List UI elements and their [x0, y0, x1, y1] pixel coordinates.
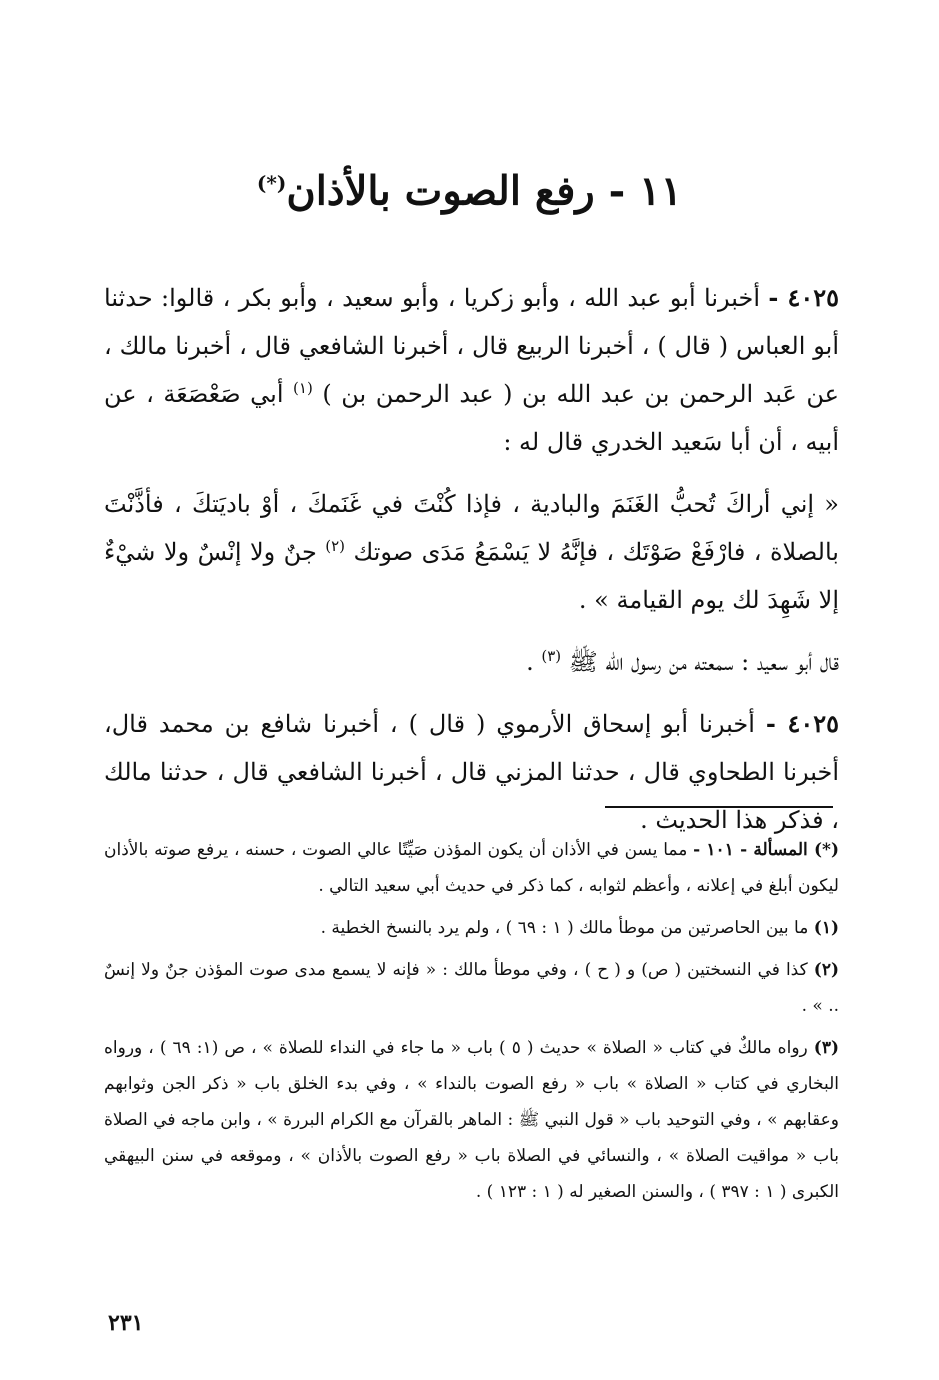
- paragraph-text: أبي صَعْصَعَة ، عن أبيه ، أن أبا سَعيد الخدري قال له :: [104, 380, 839, 456]
- hadith-paragraph-1: [104, 274, 839, 466]
- hadith-number: ٤٠٢٥ -: [768, 283, 839, 312]
- paragraph-text: أخبرنا أبو إسحاق الأرموي ( قال ) ، أخبرنا شافع بن محمد قال، أخبرنا الطحاوي قال ، حدثنا المزني قال ، أخبرنا الشافعي قال ، حدثنا مالك ، فذكر هذا الحديث .: [104, 710, 839, 834]
- chapter-number: ١١ -: [608, 167, 683, 215]
- footnote-3: [104, 1030, 839, 1210]
- footnote-2: [104, 952, 839, 1024]
- footnote-ref: (١): [293, 379, 313, 397]
- footnote-ref: (٢): [325, 537, 346, 555]
- footnote-mark: (٢): [813, 960, 839, 980]
- body-text: [104, 274, 839, 858]
- footnote-text: ما بين الحاصرتين من موطأ مالك ( ١ : ٦٩ ) ، ولم يرد بالنسخ الخطية .: [320, 918, 809, 938]
- paragraph-text: « إني أراكَ تُحبُّ الغَنَمَ والبادية ، فإذا كُنْتَ في غَنَمكَ ، أوْ باديَتكَ ، فأذَّنْتَ بالصلاة ، فارْفَعْ صَوْتَك ، فإنَّهُ لا يَسْمَعُ مَدَى صوتك: [104, 490, 839, 566]
- footnotes: [104, 832, 839, 1216]
- paragraph-text: .: [526, 648, 534, 676]
- footnote-text: كذا في النسختين ( ص) و ( ح ) ، وفي موطأ مالك : « فإنه لا يسمع مدى صوت المؤذن جنٌ ولا إنسٌ .. » .: [104, 960, 839, 1016]
- chapter-note-ref: (*): [256, 171, 287, 195]
- chapter-title-text: رفع الصوت بالأذان: [286, 167, 595, 215]
- footnote-mark: (*) المسألة - ١٠١ -: [693, 840, 839, 860]
- page-number: ٢٣١: [108, 1310, 144, 1336]
- footnote-1: [104, 910, 839, 946]
- footnote-star: [104, 832, 839, 904]
- footnote-mark: (٣): [813, 1038, 840, 1058]
- paragraph-text: قال أبو سعيد : سمعته من رسول الله ﷺ: [568, 648, 839, 676]
- hadith-number: ٤٠٢٥ -: [765, 709, 839, 738]
- footnote-text: مما يسن في الأذان أن يكون المؤذن صَيِّتًا عالي الصوت ، حسنه ، يرفع صوته بالأذان ليكون أبلغ في إعلانه ، وأعظم لثوابه ، كما ذكر في حديث أبي سعيد التالي .: [104, 840, 839, 896]
- paragraph-text: جنٌ ولا إنْسٌ ولا شيْءٌ إلا شَهِدَ لك يوم القيامة » .: [104, 538, 839, 614]
- chapter-title: [0, 148, 939, 226]
- hadith-quote-paragraph: [104, 480, 839, 624]
- paragraph-text: أخبرنا أبو عبد الله ، وأبو زكريا ، وأبو سعيد ، وأبو بكر ، قالوا: حدثنا أبو العباس ( قال ) ، أخبرنا الربيع قال ، أخبرنا الشافعي قال ، أخبرنا مالك ، عن عَبد الرحمن بن عبد الله بن ( عبد الرحمن بن ): [104, 284, 839, 408]
- narrator-paragraph: [104, 638, 839, 686]
- footnote-text: رواه مالكٌ في كتاب « الصلاة » حديث ( ٥ ) باب « ما جاء في النداء للصلاة » ، ص (١: ٦٩ ) ، ورواه البخاري في كتاب « الصلاة » باب « رفع الصوت بالنداء » ، وفي بدء الخلق باب « ذكر الجن وثوابهم وعقابهم » ، وفي التوحيد باب « قول النبي ﷺ : الماهر بالقرآن مع الكرام البررة » ، وابن ماجه في الصلاة باب « مواقيت الصلاة » ، والنسائي في الصلاة باب « رفع الصوت بالأذان » ، وموقعه في سنن البيهقي الكبرى ( ١ : ٣٩٧ ) ، والسنن الصغير له ( ١ : ١٢٣ ) .: [104, 1038, 839, 1202]
- hadith-paragraph-2: [104, 700, 839, 844]
- footnote-mark: (١): [813, 918, 839, 938]
- footnote-ref: (٣): [541, 647, 562, 665]
- footnote-divider: [605, 806, 833, 808]
